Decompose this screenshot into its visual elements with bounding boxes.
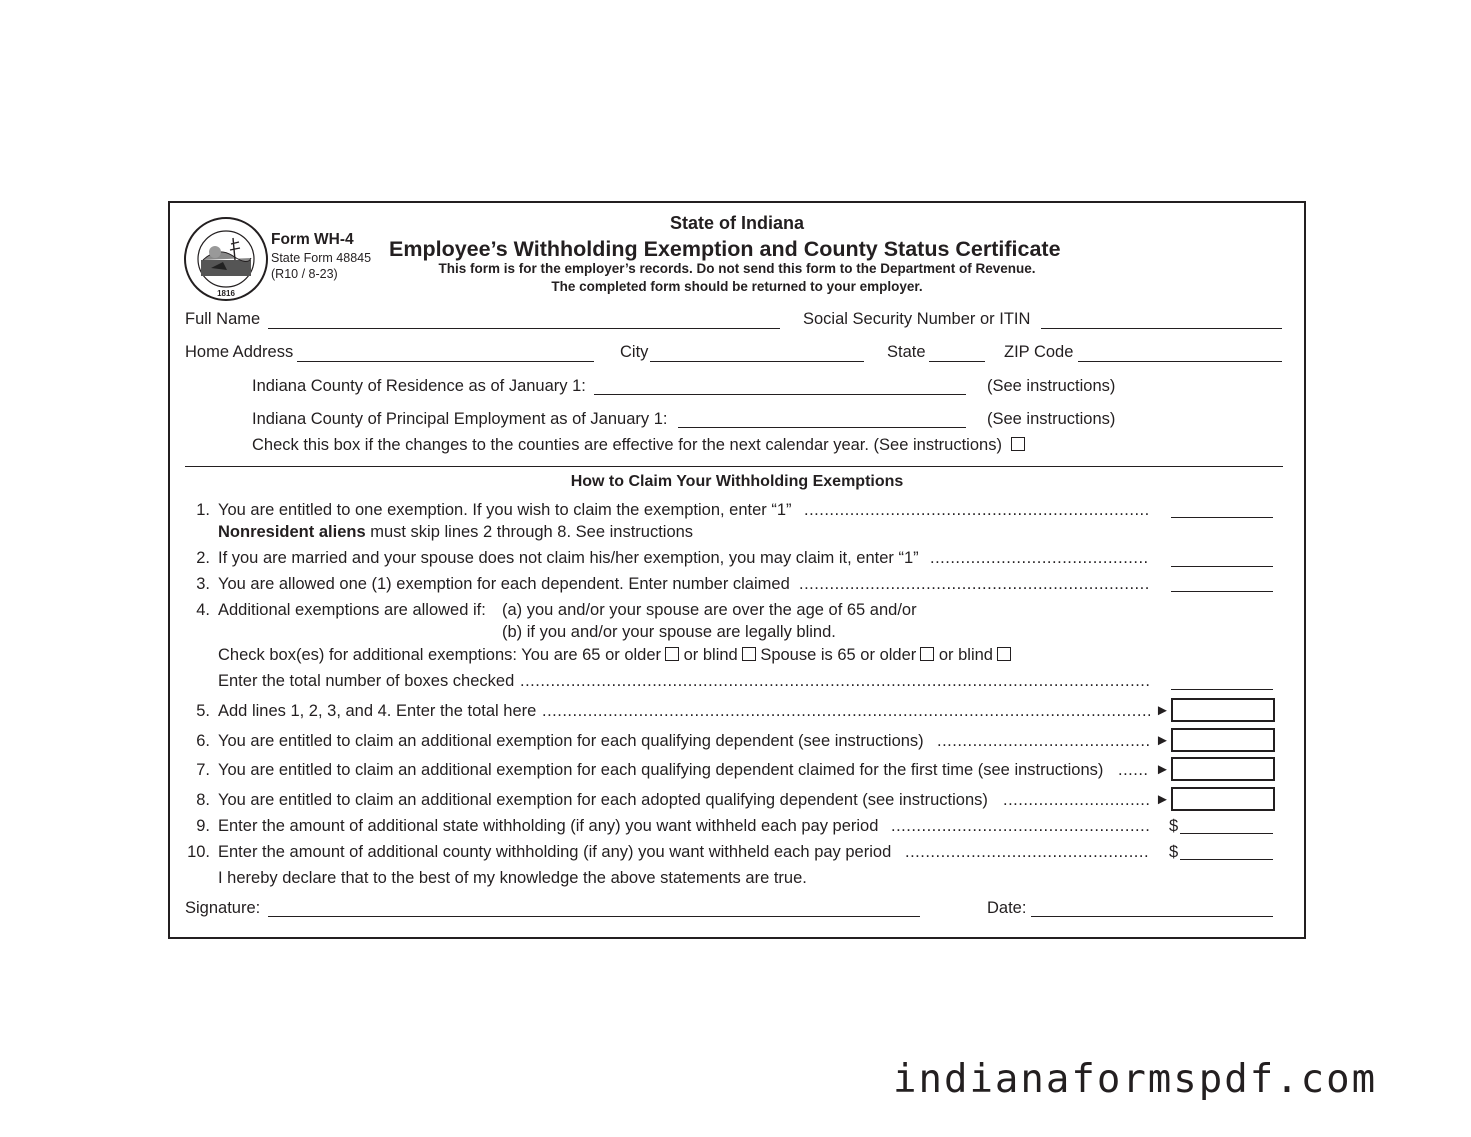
date-label: Date:: [987, 899, 1027, 917]
line1-nonresident-note: [218, 522, 693, 542]
next-year-checkbox[interactable]: [1011, 437, 1025, 451]
svg-text:1816: 1816: [217, 289, 235, 298]
line9-leader: [891, 816, 1150, 836]
ssn-field[interactable]: [1041, 328, 1282, 329]
line7-box[interactable]: [1171, 757, 1275, 781]
line4-number: 4.: [196, 601, 210, 619]
spouse-65-checkbox[interactable]: [920, 647, 934, 661]
section-divider: [185, 466, 1283, 467]
county-residence-label: Indiana County of Residence as of January 1:: [252, 377, 586, 395]
county-employment-field[interactable]: [678, 427, 966, 428]
form-code: Form WH-4: [271, 231, 354, 248]
nonresident-bold: Nonresident aliens: [218, 523, 366, 541]
line1-text: You are entitled to one exemption. If you wish to claim the exemption, enter “1”: [218, 501, 792, 519]
signature-field[interactable]: [268, 916, 920, 917]
line10-leader: [905, 842, 1150, 862]
line5-number: 5.: [196, 702, 210, 720]
spouse-blind-checkbox[interactable]: [997, 647, 1011, 661]
line6-number: 6.: [196, 732, 210, 750]
city-label: City: [620, 343, 649, 361]
line2-text: If you are married and your spouse does not claim his/her exemption, you may claim it, enter “1”: [218, 549, 919, 567]
line9-dollar: $: [1169, 817, 1179, 835]
line8-box[interactable]: [1171, 787, 1275, 811]
watermark: indianaformspdf.com: [893, 1057, 1378, 1102]
line4-text: Additional exemptions are allowed if:: [218, 601, 486, 619]
state-form-number: State Form 48845: [271, 251, 372, 265]
line6-leader: [937, 731, 1150, 751]
claim-heading: How to Claim Your Withholding Exemptions: [570, 473, 904, 490]
line5-text: Add lines 1, 2, 3, and 4. Enter the total here: [218, 702, 537, 720]
line7-number: 7.: [196, 761, 210, 779]
line2-number: 2.: [196, 549, 210, 567]
form-revision: (R10 / 8-23): [271, 267, 338, 281]
return-note: The completed form should be returned to your employer.: [551, 279, 923, 294]
line7-text: You are entitled to claim an additional exemption for each qualifying dependent claimed for the first time (see instructions): [218, 761, 1104, 779]
line2-field[interactable]: [1171, 566, 1273, 567]
line6-text: You are entitled to claim an additional exemption for each qualifying dependent (see instructions): [218, 732, 924, 750]
county-residence-field[interactable]: [594, 394, 966, 395]
line10-number: 10.: [187, 843, 210, 861]
line5-total-box[interactable]: [1171, 698, 1275, 722]
ssn-label: Social Security Number or ITIN: [803, 310, 1031, 328]
line7-arrow-icon: ►: [1155, 761, 1170, 778]
home-address-label: Home Address: [185, 343, 294, 361]
signature-label: Signature:: [185, 899, 261, 917]
county-employment-label: Indiana County of Principal Employment as of January 1:: [252, 410, 668, 428]
line9-text: Enter the amount of additional state withholding (if any) you want withheld each pay period: [218, 817, 879, 835]
line4-condition-a: (a) you and/or your spouse are over the age of 65 and/or: [502, 601, 917, 619]
records-note: This form is for the employer’s records. Do not send this form to the Department of Revenue.: [438, 261, 1036, 276]
city-field[interactable]: [650, 361, 864, 362]
full-name-field[interactable]: [268, 328, 780, 329]
line6-box[interactable]: [1171, 728, 1275, 752]
declaration: I hereby declare that to the best of my knowledge the above statements are true.: [218, 869, 807, 887]
county-residence-instructions: (See instructions): [987, 377, 1116, 395]
line8-leader: [1003, 790, 1150, 810]
you-blind-checkbox[interactable]: [742, 647, 756, 661]
zip-field[interactable]: [1078, 361, 1282, 362]
full-name-label: Full Name: [185, 310, 261, 328]
nonresident-rest: must skip lines 2 through 8. See instructions: [370, 523, 694, 541]
line6-arrow-icon: ►: [1155, 732, 1170, 749]
date-field[interactable]: [1031, 916, 1273, 917]
line5-arrow-icon: ►: [1155, 702, 1170, 719]
line8-number: 8.: [196, 791, 210, 809]
state-field[interactable]: [929, 361, 985, 362]
line3-leader: [799, 574, 1150, 594]
spouse-blind-label: or blind: [938, 646, 993, 664]
county-employment-instructions: (See instructions): [987, 410, 1116, 428]
next-year-check-label: Check this box if the changes to the counties are effective for the next calendar year. (See instructions): [252, 436, 1002, 454]
state-label: State: [887, 343, 926, 361]
line3-field[interactable]: [1171, 591, 1273, 592]
total-boxes-leader: [520, 671, 1150, 691]
total-boxes-field[interactable]: [1171, 689, 1273, 690]
line7-leader: [1118, 760, 1150, 780]
line2-leader: [930, 548, 1150, 568]
line5-leader: [542, 701, 1150, 721]
line1-leader: [804, 500, 1150, 520]
spouse-65-label: Spouse is 65 or older: [760, 646, 917, 664]
you-blind-label: or blind: [683, 646, 738, 664]
line9-field[interactable]: [1180, 833, 1273, 834]
total-boxes-text: Enter the total number of boxes checked: [218, 672, 515, 690]
zip-label: ZIP Code: [1004, 343, 1074, 361]
line4-condition-b: (b) if you and/or your spouse are legally blind.: [502, 623, 836, 641]
line9-number: 9.: [196, 817, 210, 835]
line3-text: You are allowed one (1) exemption for each dependent. Enter number claimed: [218, 575, 790, 593]
line10-text: Enter the amount of additional county withholding (if any) you want withheld each pay period: [218, 843, 892, 861]
you-65-checkbox[interactable]: [665, 647, 679, 661]
home-address-field[interactable]: [297, 361, 594, 362]
line1-field[interactable]: [1171, 517, 1273, 518]
page-title: Employee’s Withholding Exemption and County Status Certificate: [389, 237, 1061, 261]
line3-number: 3.: [196, 575, 210, 593]
line1-number: 1.: [196, 501, 210, 519]
state-heading: State of Indiana: [669, 213, 804, 233]
additional-exemptions-row: [218, 645, 1011, 665]
next-year-check-row: [252, 435, 1025, 455]
line8-arrow-icon: ►: [1155, 791, 1170, 808]
line8-text: You are entitled to claim an additional exemption for each adopted qualifying dependent (see instructions): [218, 791, 988, 809]
line10-dollar: $: [1169, 843, 1179, 861]
check-prefix: Check box(es) for additional exemptions: You are 65 or older: [218, 646, 662, 664]
line10-field[interactable]: [1180, 859, 1273, 860]
